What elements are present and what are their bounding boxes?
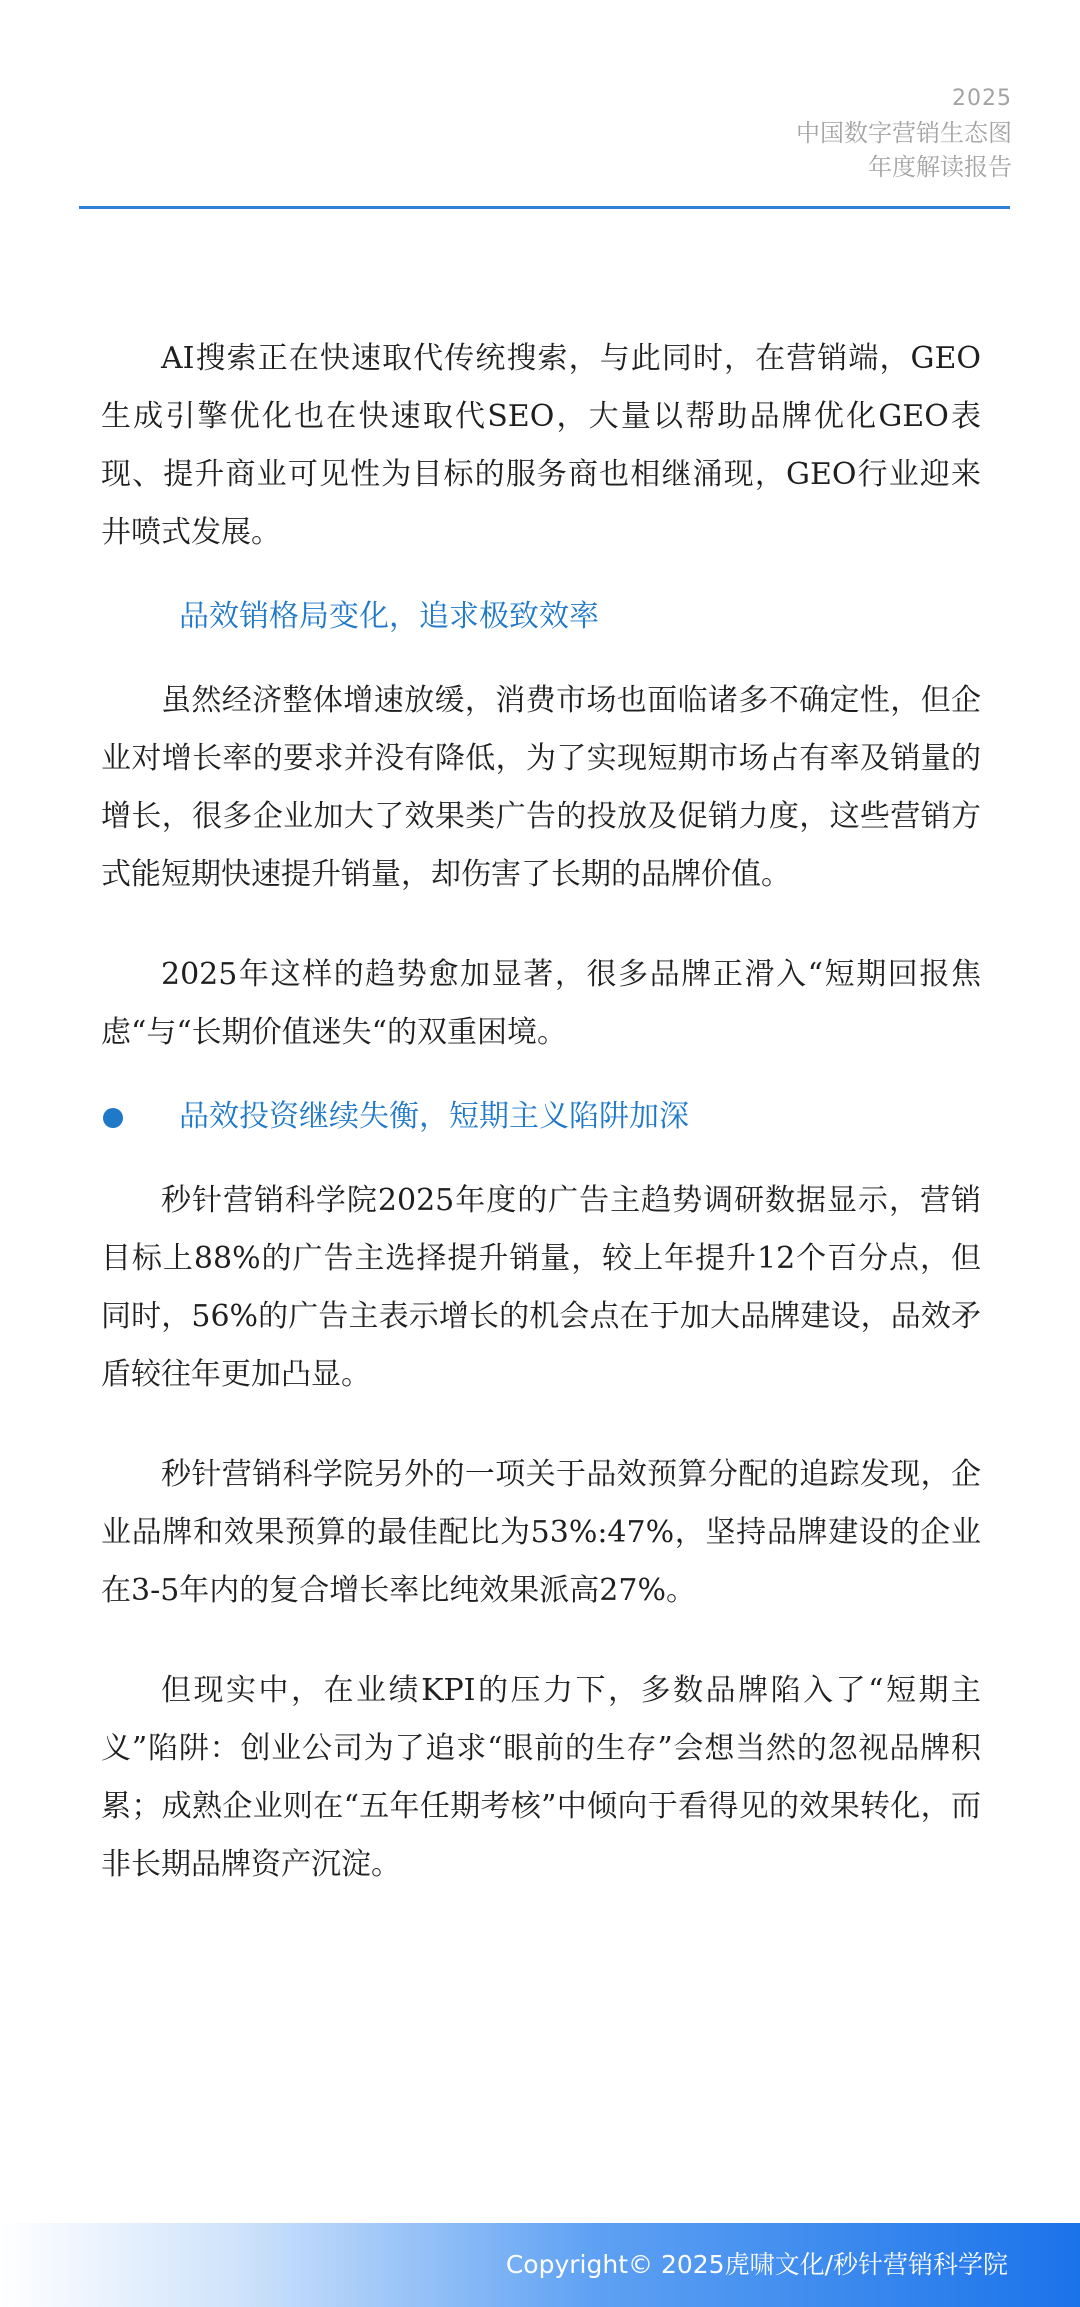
paragraph-economy: 虽然经济整体增速放缓，消费市场也面临诸多不确定性，但企业对增长率的要求并没有降低，为了实现短期市场占有率及销量的增长，很多企业加大了效果类广告的投放及促销力度，这些营销方式能短期快速提升销量，却伤害了长期的品牌价值。 — [101, 683, 981, 892]
report-header — [796, 82, 1012, 184]
header-year: 2025 — [952, 86, 1012, 111]
paragraph-trend-2025: 2025年这样的趋势愈加显著，很多品牌正滑入“短期回报焦虑“与“长期价值迷失“的双重困境。 — [101, 957, 981, 1050]
header-title: 中国数字营销生态图 — [796, 119, 1012, 147]
section-heading-brand-efficiency: 品效销格局变化，追求极致效率 — [179, 599, 599, 634]
bullet-icon — [103, 1108, 123, 1128]
copyright-text: Copyright© 2025虎啸文化/秒针营销科学院 — [505, 2250, 1008, 2279]
paragraph-survey-data: 秒针营销科学院2025年度的广告主趋势调研数据显示，营销目标上88%的广告主选择提升销量，较上年提升12个百分点，但同时，56%的广告主表示增长的机会点在于加大品牌建设，品效矛盾较往年更加凸显。 — [101, 1183, 981, 1392]
footer-bar — [0, 2223, 1080, 2307]
section-heading-investment-imbalance — [101, 1088, 981, 1146]
paragraph-short-termism: 但现实中，在业绩KPI的压力下，多数品牌陷入了“短期主义”陷阱：创业公司为了追求“眼前的生存”会想当然的忽视品牌积累；成熟企业则在“五年任期考核”中倾向于看得见的效果转化，而非长期品牌资产沉淀。 — [101, 1673, 981, 1882]
paragraph-budget-allocation: 秒针营销科学院另外的一项关于品效预算分配的追踪发现，企业品牌和效果预算的最佳配比为53%:47%，坚持品牌建设的企业在3-5年内的复合增长率比纯效果派高27%。 — [101, 1457, 981, 1608]
article-body — [101, 330, 981, 1894]
section-heading-text: 品效投资继续失衡，短期主义陷阱加深 — [179, 1099, 689, 1134]
header-divider — [79, 206, 1010, 209]
paragraph-ai-search: AI搜索正在快速取代传统搜索，与此同时，在营销端，GEO生成引擎优化也在快速取代SEO，大量以帮助品牌优化GEO表现、提升商业可见性为目标的服务商也相继涌现，GEO行业迎来井喷式发展。 — [101, 341, 981, 550]
header-subtitle: 年度解读报告 — [868, 153, 1012, 181]
